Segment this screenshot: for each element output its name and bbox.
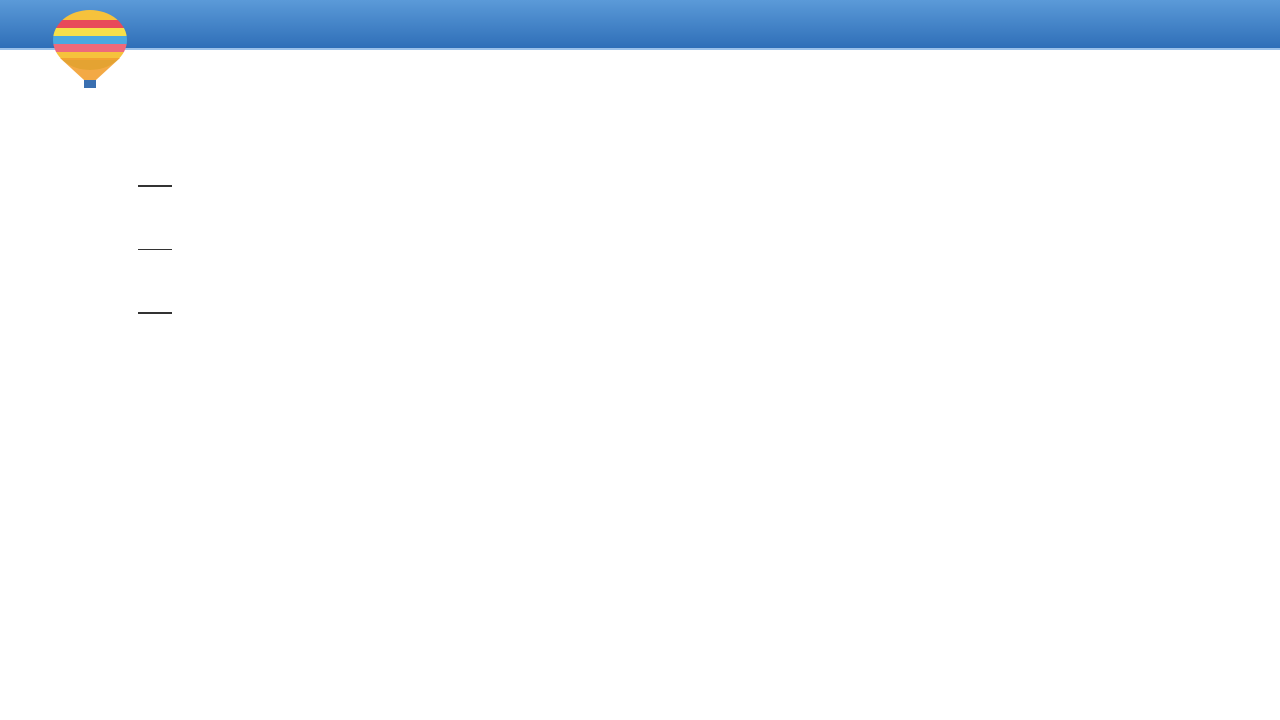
hot-air-balloon-icon bbox=[50, 8, 130, 90]
top-banner bbox=[0, 0, 1280, 50]
special-angle-table bbox=[138, 185, 172, 314]
x-header bbox=[138, 186, 172, 250]
y-header bbox=[138, 250, 172, 314]
sine-graph bbox=[180, 425, 780, 685]
y-row bbox=[138, 250, 172, 314]
x-row bbox=[138, 186, 172, 250]
